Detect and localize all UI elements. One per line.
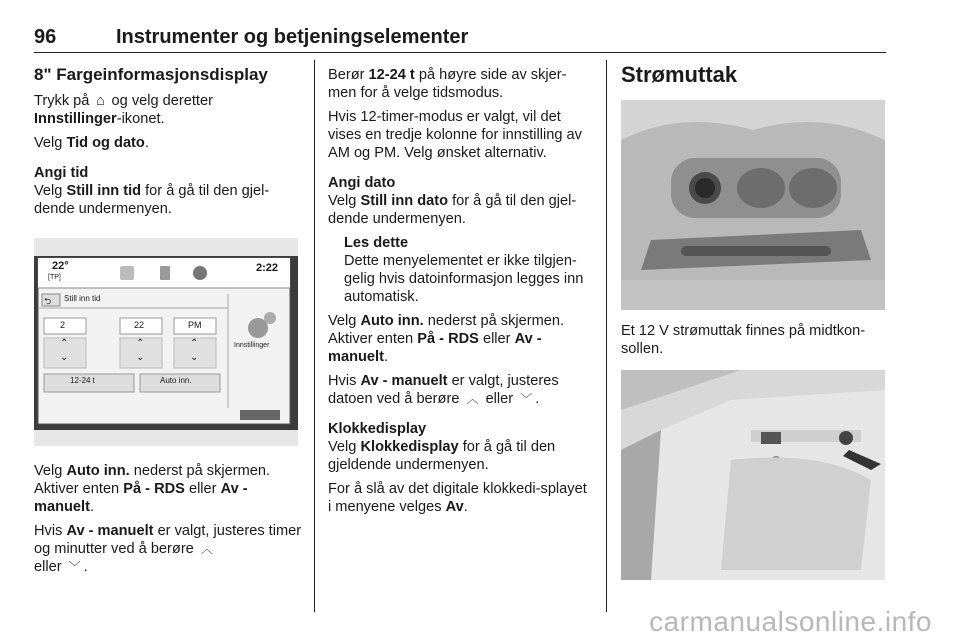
text: nederst på skjermen. Aktiver enten xyxy=(34,463,271,497)
bold-term: Auto inn. xyxy=(360,313,424,329)
note-title: Les dette xyxy=(344,235,409,251)
center-console-illustration xyxy=(621,100,885,310)
screen-clock: 2:22 xyxy=(256,262,279,274)
text: Velg xyxy=(34,463,63,479)
chevron-up-icon[interactable]: ⌃ xyxy=(60,338,69,349)
home-icon: ⌂ xyxy=(96,93,105,109)
text: -ikonet. xyxy=(116,111,165,127)
text: og velg deretter xyxy=(111,93,213,109)
note-body: Dette menyelementet er ikke tilgjen-gelig hvis datoinformasjon legges inn automatisk. xyxy=(344,253,584,305)
text: eller xyxy=(482,331,511,347)
bold-term: Av xyxy=(445,499,464,515)
chevron-down-icon[interactable]: ⌄ xyxy=(136,352,145,363)
page-title: Instrumenter og betjeningselementer xyxy=(116,26,469,48)
chevron-up-icon[interactable]: ⌃ xyxy=(190,338,199,349)
bold-term: Klokkedisplay xyxy=(360,439,459,455)
bold-term: Av - manuelt xyxy=(328,331,542,365)
text: . xyxy=(89,499,95,515)
column-1-lower xyxy=(34,462,302,582)
paragraph-12h: Hvis 12-timer-modus er valgt, vil det vises en tredje kolonne for innstilling av AM og PM. Velg ønsket alternativ. xyxy=(328,109,582,161)
caption-power-outlet: Et 12 V strømuttak finnes på midtkon-sollen. xyxy=(621,323,866,357)
column-3-caption xyxy=(621,322,885,364)
bold-term: Still inn dato xyxy=(360,193,449,209)
subheading-set-date: Angi dato xyxy=(328,175,396,191)
trunk-photo xyxy=(621,370,885,580)
bold-term: Auto inn. xyxy=(66,463,130,479)
console-photo xyxy=(621,100,885,310)
screen-figure xyxy=(34,238,298,446)
paragraph-12-24 xyxy=(328,66,592,102)
back-icon[interactable]: ⮌ xyxy=(44,296,52,306)
bold-term: 12-24 t xyxy=(368,67,415,83)
page-number: 96 xyxy=(34,26,57,48)
text: Velg xyxy=(328,439,357,455)
chevron-down-icon: ﹀ xyxy=(520,392,533,406)
subheading-set-time: Angi tid xyxy=(34,165,89,181)
text: nederst på skjermen. Aktiver enten xyxy=(328,313,565,347)
text: Hvis xyxy=(328,373,357,389)
bold-term: Still inn tid xyxy=(66,183,142,199)
chevron-down-icon[interactable]: ⌄ xyxy=(60,352,69,363)
bold-term: Tid og dato xyxy=(66,135,145,151)
chevron-up-icon: ︿ xyxy=(466,392,479,406)
chevron-down-icon[interactable]: ⌄ xyxy=(190,352,199,363)
text: . xyxy=(535,391,540,407)
column-2 xyxy=(328,66,592,522)
text: . xyxy=(383,349,389,365)
hour-value[interactable]: 2 xyxy=(60,320,66,330)
bold-term: Innstillinger xyxy=(34,111,117,127)
column-divider-2 xyxy=(606,60,607,612)
header-divider xyxy=(34,52,886,53)
trunk-outlet-illustration xyxy=(621,370,885,580)
text: for å gå til den gjeldende undermenyen. xyxy=(328,439,556,473)
bold-term: Av - manuelt xyxy=(360,373,448,389)
screen-temperature: 22° xyxy=(52,260,69,272)
text: for å gå til den gjel-dende undermenyen. xyxy=(34,183,270,217)
minute-value[interactable]: 22 xyxy=(134,320,145,330)
bold-term: På - RDS xyxy=(417,331,479,347)
paragraph-select-time xyxy=(34,134,302,152)
column-1 xyxy=(34,66,302,224)
column-divider-1 xyxy=(314,60,315,612)
bold-term: På - RDS xyxy=(123,481,185,497)
text: Velg xyxy=(34,183,63,199)
btn-12-24[interactable]: 12-24 t xyxy=(70,376,95,385)
text: på høyre side av skjer-men for å velge tidsmodus. xyxy=(328,67,567,101)
text: For å slå av det digitale klokkedi-splayet i menyene velges xyxy=(328,481,587,515)
chevron-down-icon: ﹀ xyxy=(68,560,81,574)
text: Velg xyxy=(328,313,357,329)
text: . xyxy=(83,559,88,575)
text: for å gå til den gjel-dende undermenyen. xyxy=(328,193,577,227)
bold-term: Av - manuelt xyxy=(66,523,154,539)
paragraph-home xyxy=(34,92,302,128)
paragraph-auto xyxy=(34,462,302,516)
text: Trykk på xyxy=(34,93,90,109)
subheading-clock: Klokkedisplay xyxy=(328,421,427,437)
page-header xyxy=(34,24,886,56)
ampm-value[interactable]: PM xyxy=(188,320,202,330)
bold-term: Av - manuelt xyxy=(34,481,248,515)
text: eller xyxy=(188,481,217,497)
text: eller xyxy=(34,559,62,575)
text: er valgt, justeres timer og minutter ved å berøre xyxy=(34,523,302,557)
chevron-up-icon[interactable]: ⌃ xyxy=(136,338,145,349)
text: . xyxy=(463,499,468,515)
section-heading-display: 8" Fargeinformasjonsdisplay xyxy=(34,65,268,84)
paragraph-set-time xyxy=(34,182,302,218)
note-box xyxy=(328,234,592,306)
chevron-up-icon: ︿ xyxy=(200,542,213,556)
paragraph-manual-date xyxy=(328,372,592,408)
paragraph-clock xyxy=(328,438,592,474)
paragraph-manual xyxy=(34,522,302,576)
screen-tp: [TP] xyxy=(48,274,61,281)
text: Velg xyxy=(34,135,63,151)
paragraph-clock-off xyxy=(328,480,592,516)
btn-auto[interactable]: Auto inn. xyxy=(160,376,192,385)
text: Berør xyxy=(328,67,365,83)
section-heading-power-outlet: Strømuttak xyxy=(621,62,738,87)
text: Velg xyxy=(328,193,357,209)
watermark: carmanualsonline.info xyxy=(649,606,932,637)
column-3 xyxy=(621,62,885,87)
settings-label: Innstillinger xyxy=(234,342,270,349)
paragraph-set-date xyxy=(328,192,592,228)
screen-menu-title: Still inn tid xyxy=(64,294,101,303)
text: Hvis xyxy=(34,523,63,539)
text: . xyxy=(144,135,149,151)
paragraph-auto-date xyxy=(328,312,592,366)
text: er valgt, justeres datoen ved å berøre xyxy=(328,373,559,407)
text: eller xyxy=(485,391,514,407)
